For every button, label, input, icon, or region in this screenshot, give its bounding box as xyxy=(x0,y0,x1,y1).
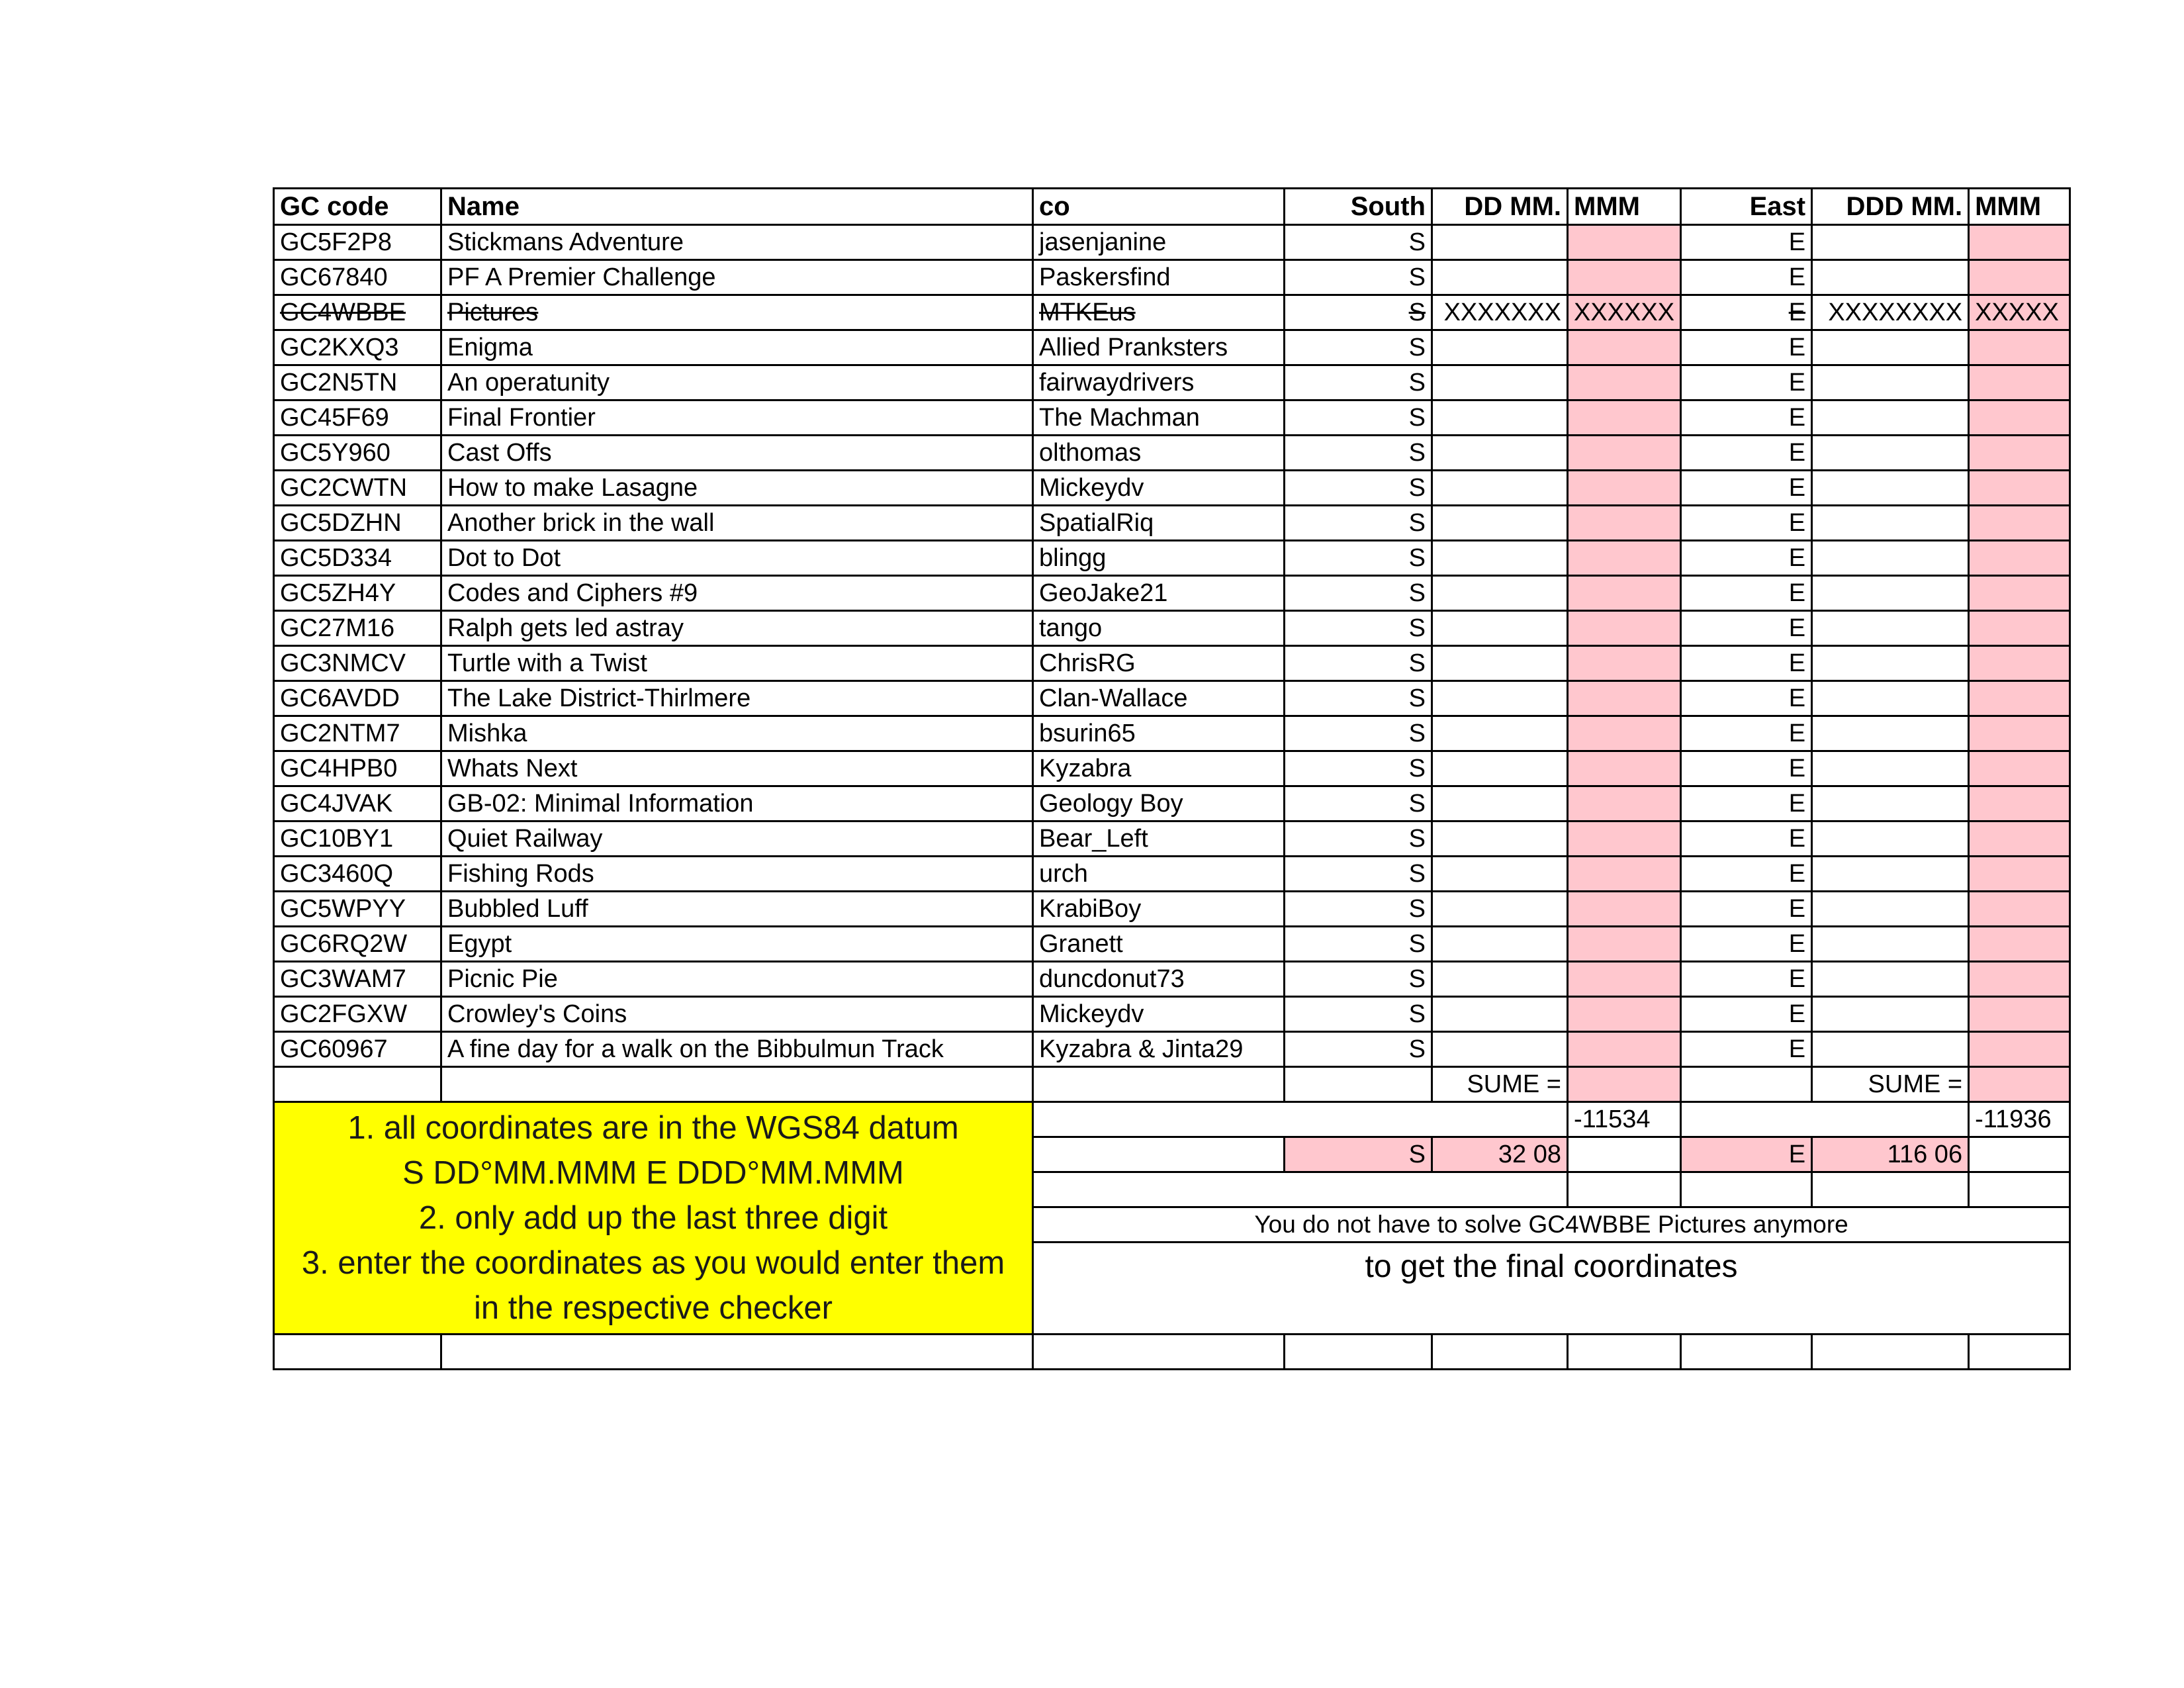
empty-cell xyxy=(1033,1067,1285,1102)
table-row xyxy=(274,646,2070,681)
lat-mmm-cell[interactable] xyxy=(1568,225,1681,260)
lon-mmm-cell[interactable] xyxy=(1969,611,2070,646)
table-row xyxy=(274,611,2070,646)
cache-name-cell: Enigma xyxy=(441,330,1033,365)
header-co: co xyxy=(1033,189,1285,225)
lat-dd-mm-cell[interactable] xyxy=(1432,962,1568,997)
east-cell: E xyxy=(1681,646,1812,681)
sum-lon-cell[interactable] xyxy=(1969,1067,2070,1102)
gc-code-cell: GC2CWTN xyxy=(274,471,441,506)
sum-value-lon: -11936 xyxy=(1969,1102,2070,1137)
lat-mmm-cell[interactable] xyxy=(1568,471,1681,506)
instruction-line: in the respective checker xyxy=(474,1290,833,1326)
lon-mmm-cell[interactable] xyxy=(1969,821,2070,857)
header-dd-mm: DD MM. xyxy=(1432,189,1568,225)
owner-cell: Allied Pranksters xyxy=(1033,330,1285,365)
instructions-box xyxy=(274,1102,1033,1335)
lat-dd-mm-cell[interactable] xyxy=(1432,400,1568,436)
owner-cell: fairwaydrivers xyxy=(1033,365,1285,400)
south-cell: S xyxy=(1285,646,1432,681)
empty-cell xyxy=(1568,1172,1681,1207)
gc-code-cell: GC5DZHN xyxy=(274,506,441,541)
table-row xyxy=(274,751,2070,786)
gc-code-cell: GC4HPB0 xyxy=(274,751,441,786)
final-lon: 116 06 xyxy=(1812,1137,1969,1172)
lat-mmm-cell[interactable] xyxy=(1568,681,1681,716)
lon-ddd-mm-cell[interactable] xyxy=(1812,786,1969,821)
cache-name-cell: Dot to Dot xyxy=(441,541,1033,576)
worksheet-body xyxy=(274,189,2070,1370)
header-name: Name xyxy=(441,189,1033,225)
empty-cell xyxy=(1681,1102,1969,1137)
lat-dd-mm-cell[interactable] xyxy=(1432,541,1568,576)
lat-dd-mm-cell[interactable] xyxy=(1432,225,1568,260)
empty-cell xyxy=(1033,1102,1568,1137)
east-cell: E xyxy=(1681,997,1812,1032)
cache-name-cell: Final Frontier xyxy=(441,400,1033,436)
lon-mmm-cell[interactable] xyxy=(1969,365,2070,400)
table-row xyxy=(274,857,2070,892)
sum-value-row xyxy=(274,1102,2070,1137)
lat-mmm-cell[interactable] xyxy=(1568,541,1681,576)
lon-ddd-mm-cell[interactable] xyxy=(1812,997,1969,1032)
lon-ddd-mm-cell[interactable] xyxy=(1812,611,1969,646)
lon-ddd-mm-cell[interactable] xyxy=(1812,436,1969,471)
gc-code-cell: GC5Y960 xyxy=(274,436,441,471)
lat-mmm-cell[interactable] xyxy=(1568,857,1681,892)
lat-mmm-cell[interactable] xyxy=(1568,330,1681,365)
empty-cell xyxy=(1568,1137,1681,1172)
east-cell: E xyxy=(1681,892,1812,927)
south-cell: S xyxy=(1285,821,1432,857)
sum-lat-cell[interactable] xyxy=(1568,1067,1681,1102)
cache-name-cell: An operatunity xyxy=(441,365,1033,400)
instruction-line: 1. all coordinates are in the WGS84 datum xyxy=(347,1110,959,1146)
empty-cell xyxy=(1033,1335,1285,1370)
cache-name-cell: How to make Lasagne xyxy=(441,471,1033,506)
south-cell: S xyxy=(1285,400,1432,436)
lon-mmm-cell[interactable] xyxy=(1969,330,2070,365)
east-cell: E xyxy=(1681,541,1812,576)
east-cell: E xyxy=(1681,1032,1812,1067)
note-line-2: to get the final coordinates xyxy=(1033,1243,2070,1335)
south-cell: S xyxy=(1285,611,1432,646)
lon-mmm-cell[interactable] xyxy=(1969,471,2070,506)
gc-code-cell: GC2N5TN xyxy=(274,365,441,400)
empty-cell xyxy=(1681,1067,1812,1102)
east-cell: E xyxy=(1681,962,1812,997)
lon-ddd-mm-cell[interactable] xyxy=(1812,716,1969,751)
final-lat: 32 08 xyxy=(1432,1137,1568,1172)
owner-cell: Kyzabra xyxy=(1033,751,1285,786)
lat-dd-mm-cell[interactable] xyxy=(1432,260,1568,295)
empty-cell xyxy=(1285,1335,1432,1370)
gc-code-cell: GC4JVAK xyxy=(274,786,441,821)
owner-cell: duncdonut73 xyxy=(1033,962,1285,997)
east-cell: E xyxy=(1681,330,1812,365)
east-cell: E xyxy=(1681,821,1812,857)
gc-code-cell: GC60967 xyxy=(274,1032,441,1067)
lat-dd-mm-cell[interactable] xyxy=(1432,576,1568,611)
table-row xyxy=(274,225,2070,260)
cache-name-cell: A fine day for a walk on the Bibbulmun Track xyxy=(441,1032,1033,1067)
empty-cell xyxy=(441,1067,1033,1102)
lon-ddd-mm-cell[interactable] xyxy=(1812,681,1969,716)
gc-code-cell: GC2NTM7 xyxy=(274,716,441,751)
cache-name-cell: Pictures xyxy=(441,295,1033,330)
owner-cell: Bear_Left xyxy=(1033,821,1285,857)
instruction-line: 2. only add up the last three digit xyxy=(418,1200,888,1236)
east-cell: E xyxy=(1681,716,1812,751)
empty-cell xyxy=(441,1335,1033,1370)
sum-label-lon: SUME = xyxy=(1812,1067,1969,1102)
gc-code-cell: GC3460Q xyxy=(274,857,441,892)
gc-code-cell: GC27M16 xyxy=(274,611,441,646)
lon-mmm-cell[interactable] xyxy=(1969,857,2070,892)
east-cell: E xyxy=(1681,260,1812,295)
owner-cell: blingg xyxy=(1033,541,1285,576)
gc-code-cell: GC10BY1 xyxy=(274,821,441,857)
gc-code-cell: GC2FGXW xyxy=(274,997,441,1032)
owner-cell: tango xyxy=(1033,611,1285,646)
table-row xyxy=(274,716,2070,751)
lon-mmm-cell[interactable] xyxy=(1969,681,2070,716)
table-row xyxy=(274,997,2070,1032)
lat-dd-mm-cell[interactable] xyxy=(1432,471,1568,506)
cache-name-cell: GB-02: Minimal Information xyxy=(441,786,1033,821)
cache-name-cell: Fishing Rods xyxy=(441,857,1033,892)
lon-ddd-mm-cell[interactable] xyxy=(1812,576,1969,611)
east-cell: E xyxy=(1681,611,1812,646)
header-south: South xyxy=(1285,189,1432,225)
empty-cell xyxy=(1033,1172,1568,1207)
south-cell: S xyxy=(1285,436,1432,471)
table-row xyxy=(274,295,2070,330)
lon-ddd-mm-cell[interactable] xyxy=(1812,857,1969,892)
owner-cell: Kyzabra & Jinta29 xyxy=(1033,1032,1285,1067)
owner-cell: Paskersfind xyxy=(1033,260,1285,295)
final-east: E xyxy=(1681,1137,1812,1172)
lat-dd-mm-cell[interactable] xyxy=(1432,330,1568,365)
south-cell: S xyxy=(1285,892,1432,927)
south-cell: S xyxy=(1285,330,1432,365)
table-row xyxy=(274,400,2070,436)
cache-name-cell: Turtle with a Twist xyxy=(441,646,1033,681)
south-cell: S xyxy=(1285,927,1432,962)
lat-mmm-cell[interactable] xyxy=(1568,400,1681,436)
lon-mmm-cell[interactable] xyxy=(1969,927,2070,962)
east-cell: E xyxy=(1681,471,1812,506)
lat-mmm-cell[interactable] xyxy=(1568,927,1681,962)
table-row xyxy=(274,892,2070,927)
table-row xyxy=(274,576,2070,611)
sum-row xyxy=(274,1067,2070,1102)
lon-ddd-mm-cell[interactable] xyxy=(1812,751,1969,786)
empty-cell xyxy=(1432,1335,1568,1370)
empty-cell xyxy=(1812,1172,1969,1207)
owner-cell: urch xyxy=(1033,857,1285,892)
header-row xyxy=(274,189,2070,225)
table-row xyxy=(274,541,2070,576)
south-cell: S xyxy=(1285,295,1432,330)
east-cell: E xyxy=(1681,751,1812,786)
gc-code-cell: GC2KXQ3 xyxy=(274,330,441,365)
lat-mmm-cell[interactable] xyxy=(1568,260,1681,295)
table-row xyxy=(274,1032,2070,1067)
cache-name-cell: PF A Premier Challenge xyxy=(441,260,1033,295)
note-line-1: You do not have to solve GC4WBBE Pictures anymore xyxy=(1033,1207,2070,1243)
cache-name-cell: Cast Offs xyxy=(441,436,1033,471)
lat-mmm-cell[interactable] xyxy=(1568,365,1681,400)
lon-ddd-mm-cell[interactable] xyxy=(1812,821,1969,857)
lat-mmm-cell[interactable] xyxy=(1568,506,1681,541)
owner-cell: KrabiBoy xyxy=(1033,892,1285,927)
table-row xyxy=(274,436,2070,471)
south-cell: S xyxy=(1285,997,1432,1032)
table-row xyxy=(274,471,2070,506)
lat-dd-mm-cell[interactable] xyxy=(1432,436,1568,471)
header-mmm-lat: MMM xyxy=(1568,189,1681,225)
lat-dd-mm-cell[interactable] xyxy=(1432,646,1568,681)
lat-mmm-cell[interactable] xyxy=(1568,821,1681,857)
lon-ddd-mm-cell[interactable]: XXXXXXXX xyxy=(1812,295,1969,330)
lat-dd-mm-cell[interactable] xyxy=(1432,506,1568,541)
owner-cell: olthomas xyxy=(1033,436,1285,471)
lon-mmm-cell[interactable] xyxy=(1969,506,2070,541)
table-row xyxy=(274,506,2070,541)
lat-mmm-cell[interactable] xyxy=(1568,646,1681,681)
gc-code-cell: GC5D334 xyxy=(274,541,441,576)
lat-mmm-cell[interactable] xyxy=(1568,436,1681,471)
lon-ddd-mm-cell[interactable] xyxy=(1812,330,1969,365)
lat-mmm-cell[interactable] xyxy=(1568,751,1681,786)
lon-mmm-cell[interactable]: XXXXX xyxy=(1969,295,2070,330)
east-cell: E xyxy=(1681,365,1812,400)
south-cell: S xyxy=(1285,365,1432,400)
lat-mmm-cell[interactable] xyxy=(1568,997,1681,1032)
owner-cell: Mickeydv xyxy=(1033,471,1285,506)
east-cell: E xyxy=(1681,295,1812,330)
lon-ddd-mm-cell[interactable] xyxy=(1812,225,1969,260)
lat-dd-mm-cell[interactable] xyxy=(1432,751,1568,786)
lon-ddd-mm-cell[interactable] xyxy=(1812,927,1969,962)
lon-mmm-cell[interactable] xyxy=(1969,541,2070,576)
lat-dd-mm-cell[interactable] xyxy=(1432,716,1568,751)
lat-mmm-cell[interactable] xyxy=(1568,716,1681,751)
empty-cell xyxy=(1969,1335,2070,1370)
cache-name-cell: Ralph gets led astray xyxy=(441,611,1033,646)
sum-label-lat: SUME = xyxy=(1432,1067,1568,1102)
empty-cell xyxy=(1681,1335,1812,1370)
owner-cell: SpatialRiq xyxy=(1033,506,1285,541)
owner-cell: Geology Boy xyxy=(1033,786,1285,821)
cache-name-cell: Whats Next xyxy=(441,751,1033,786)
lon-mmm-cell[interactable] xyxy=(1969,962,2070,997)
lon-mmm-cell[interactable] xyxy=(1969,786,2070,821)
gc-code-cell: GC45F69 xyxy=(274,400,441,436)
lon-ddd-mm-cell[interactable] xyxy=(1812,541,1969,576)
lat-dd-mm-cell[interactable] xyxy=(1432,997,1568,1032)
south-cell: S xyxy=(1285,260,1432,295)
empty-cell xyxy=(274,1335,441,1370)
lon-mmm-cell[interactable] xyxy=(1969,436,2070,471)
table-row xyxy=(274,365,2070,400)
instruction-line: S DD°MM.MMM E DDD°MM.MMM xyxy=(402,1155,904,1191)
lon-ddd-mm-cell[interactable] xyxy=(1812,471,1969,506)
east-cell: E xyxy=(1681,681,1812,716)
empty-cell xyxy=(1568,1335,1681,1370)
lat-mmm-cell[interactable] xyxy=(1568,576,1681,611)
empty-cell xyxy=(1969,1137,2070,1172)
lat-mmm-cell[interactable] xyxy=(1568,892,1681,927)
lon-ddd-mm-cell[interactable] xyxy=(1812,892,1969,927)
lat-dd-mm-cell[interactable] xyxy=(1432,1032,1568,1067)
east-cell: E xyxy=(1681,857,1812,892)
lat-dd-mm-cell[interactable] xyxy=(1432,857,1568,892)
gc-code-cell: GC5ZH4Y xyxy=(274,576,441,611)
cache-name-cell: The Lake District-Thirlmere xyxy=(441,681,1033,716)
table-row xyxy=(274,330,2070,365)
lat-dd-mm-cell[interactable] xyxy=(1432,821,1568,857)
gc-code-cell: GC5WPYY xyxy=(274,892,441,927)
lon-mmm-cell[interactable] xyxy=(1969,646,2070,681)
lon-ddd-mm-cell[interactable] xyxy=(1812,365,1969,400)
lon-mmm-cell[interactable] xyxy=(1969,892,2070,927)
lon-ddd-mm-cell[interactable] xyxy=(1812,962,1969,997)
east-cell: E xyxy=(1681,436,1812,471)
empty-cell xyxy=(1812,1335,1969,1370)
header-east: East xyxy=(1681,189,1812,225)
owner-cell: jasenjanine xyxy=(1033,225,1285,260)
owner-cell: Granett xyxy=(1033,927,1285,962)
south-cell: S xyxy=(1285,716,1432,751)
table-row xyxy=(274,962,2070,997)
south-cell: S xyxy=(1285,541,1432,576)
instruction-line: 3. enter the coordinates as you would enter them xyxy=(301,1245,1005,1281)
east-cell: E xyxy=(1681,506,1812,541)
table-row xyxy=(274,260,2070,295)
owner-cell: GeoJake21 xyxy=(1033,576,1285,611)
gc-code-cell: GC6RQ2W xyxy=(274,927,441,962)
gc-code-cell: GC3WAM7 xyxy=(274,962,441,997)
lon-mmm-cell[interactable] xyxy=(1969,716,2070,751)
table-row xyxy=(274,927,2070,962)
lon-mmm-cell[interactable] xyxy=(1969,997,2070,1032)
lon-mmm-cell[interactable] xyxy=(1969,576,2070,611)
lat-mmm-cell[interactable] xyxy=(1568,1032,1681,1067)
empty-cell xyxy=(1285,1067,1432,1102)
lat-mmm-cell[interactable] xyxy=(1568,611,1681,646)
lat-mmm-cell[interactable] xyxy=(1568,962,1681,997)
south-cell: S xyxy=(1285,506,1432,541)
table-row xyxy=(274,786,2070,821)
final-south: S xyxy=(1285,1137,1432,1172)
empty-cell xyxy=(1681,1172,1812,1207)
empty-cell xyxy=(274,1067,441,1102)
lat-dd-mm-cell[interactable] xyxy=(1432,892,1568,927)
empty-cell xyxy=(1033,1137,1285,1172)
lon-ddd-mm-cell[interactable] xyxy=(1812,400,1969,436)
header-ddd-mm: DDD MM. xyxy=(1812,189,1969,225)
cache-name-cell: Bubbled Luff xyxy=(441,892,1033,927)
south-cell: S xyxy=(1285,576,1432,611)
lat-dd-mm-cell[interactable] xyxy=(1432,786,1568,821)
table-row xyxy=(274,681,2070,716)
lon-mmm-cell[interactable] xyxy=(1969,400,2070,436)
east-cell: E xyxy=(1681,400,1812,436)
gc-code-cell: GC67840 xyxy=(274,260,441,295)
header-mmm-lon: MMM xyxy=(1969,189,2070,225)
empty-cell xyxy=(1969,1172,2070,1207)
east-cell: E xyxy=(1681,927,1812,962)
cache-name-cell: Egypt xyxy=(441,927,1033,962)
south-cell: S xyxy=(1285,751,1432,786)
lat-dd-mm-cell[interactable] xyxy=(1432,927,1568,962)
sum-value-lat: -11534 xyxy=(1568,1102,1681,1137)
owner-cell: Mickeydv xyxy=(1033,997,1285,1032)
table-row xyxy=(274,821,2070,857)
lon-mmm-cell[interactable] xyxy=(1969,751,2070,786)
cache-name-cell: Picnic Pie xyxy=(441,962,1033,997)
geocache-worksheet xyxy=(273,187,2071,1370)
lat-mmm-cell[interactable] xyxy=(1568,786,1681,821)
south-cell: S xyxy=(1285,471,1432,506)
lon-ddd-mm-cell[interactable] xyxy=(1812,260,1969,295)
south-cell: S xyxy=(1285,857,1432,892)
south-cell: S xyxy=(1285,962,1432,997)
cache-name-cell: Another brick in the wall xyxy=(441,506,1033,541)
lat-mmm-cell[interactable]: XXXXXX xyxy=(1568,295,1681,330)
south-cell: S xyxy=(1285,786,1432,821)
south-cell: S xyxy=(1285,681,1432,716)
east-cell: E xyxy=(1681,225,1812,260)
cache-name-cell: Mishka xyxy=(441,716,1033,751)
lat-dd-mm-cell[interactable] xyxy=(1432,681,1568,716)
lon-ddd-mm-cell[interactable] xyxy=(1812,1032,1969,1067)
lon-mmm-cell[interactable] xyxy=(1969,225,2070,260)
owner-cell: ChrisRG xyxy=(1033,646,1285,681)
gc-code-cell: GC4WBBE xyxy=(274,295,441,330)
header-gc-code: GC code xyxy=(274,189,441,225)
south-cell: S xyxy=(1285,1032,1432,1067)
gc-code-cell: GC6AVDD xyxy=(274,681,441,716)
lon-ddd-mm-cell[interactable] xyxy=(1812,506,1969,541)
lon-ddd-mm-cell[interactable] xyxy=(1812,646,1969,681)
east-cell: E xyxy=(1681,576,1812,611)
lon-mmm-cell[interactable] xyxy=(1969,1032,2070,1067)
cache-name-cell: Crowley's Coins xyxy=(441,997,1033,1032)
bottom-empty-row xyxy=(274,1335,2070,1370)
cache-name-cell: Stickmans Adventure xyxy=(441,225,1033,260)
cache-name-cell: Codes and Ciphers #9 xyxy=(441,576,1033,611)
lat-dd-mm-cell[interactable] xyxy=(1432,611,1568,646)
lon-mmm-cell[interactable] xyxy=(1969,260,2070,295)
owner-cell: bsurin65 xyxy=(1033,716,1285,751)
owner-cell: MTKEus xyxy=(1033,295,1285,330)
south-cell: S xyxy=(1285,225,1432,260)
east-cell: E xyxy=(1681,786,1812,821)
gc-code-cell: GC3NMCV xyxy=(274,646,441,681)
cache-name-cell: Quiet Railway xyxy=(441,821,1033,857)
gc-code-cell: GC5F2P8 xyxy=(274,225,441,260)
owner-cell: Clan-Wallace xyxy=(1033,681,1285,716)
lat-dd-mm-cell[interactable]: XXXXXXX xyxy=(1432,295,1568,330)
lat-dd-mm-cell[interactable] xyxy=(1432,365,1568,400)
owner-cell: The Machman xyxy=(1033,400,1285,436)
